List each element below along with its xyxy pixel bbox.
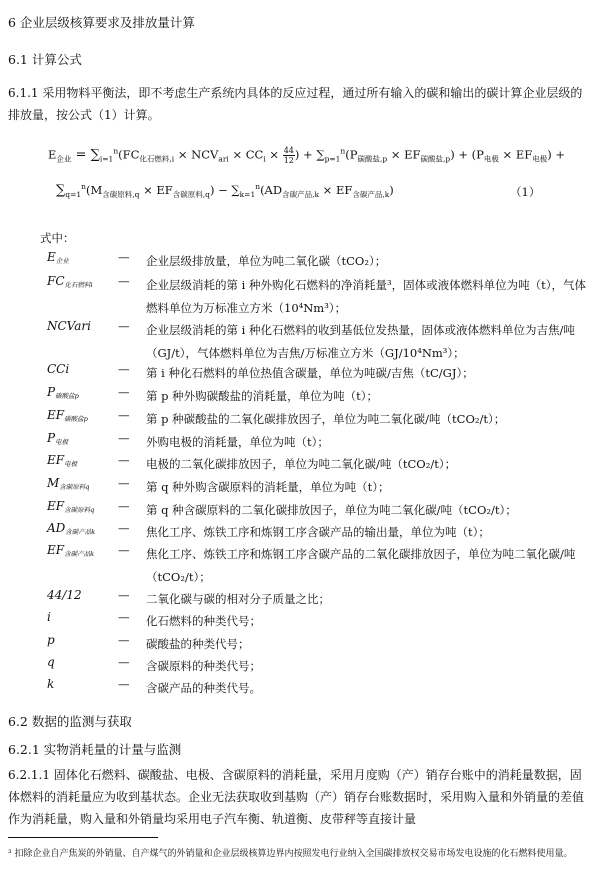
formula-sup: n [340, 146, 346, 156]
def-symbol: EF碳酸盐p [47, 408, 88, 423]
formula-sub: 含碳原料,q [172, 190, 210, 199]
def-symbol: 44/12 [47, 588, 82, 602]
def-symbol: FC化石燃料i [47, 274, 93, 289]
section-6-2-1-title: 6.2.1 实物消耗量的计量与监测 [8, 742, 182, 757]
paragraph-6-1-1: 6.1.1 采用物料平衡法，即不考虑生产系统内具体的反应过程，通过所有输入的碳和输出的碳计算企业层级的排放量，按公式（1）计算。 [8, 86, 583, 122]
def-description: 第 p 种外购碳酸盐的消耗量，单位为吨（t）； [146, 389, 379, 403]
formula-fraction [283, 146, 295, 165]
def-description: 电极的二氧化碳排放因子，单位为吨二氧化碳/吨（tCO₂/t）； [146, 457, 457, 471]
def-description: 化石燃料的种类代号； [146, 614, 261, 628]
def-dash: — [118, 250, 130, 264]
def-dash: — [118, 633, 130, 647]
formula-sub: 含碳产品,k [282, 190, 320, 199]
formula-term: ∑ [56, 183, 66, 198]
def-symbol: EF含碳产品k [47, 543, 95, 558]
section-6-2-title: 6.2 数据的监测与获取 [8, 714, 132, 729]
formula-sup: n [113, 146, 119, 156]
def-dash: — [118, 408, 130, 422]
def-dash: — [118, 362, 130, 376]
formula-term: × EF [139, 183, 173, 197]
equation-number: （1） [510, 185, 541, 199]
def-symbol: NCVari [47, 319, 91, 333]
footnote-divider [8, 837, 158, 838]
def-description: 焦化工序、炼铁工序和炼钢工序含碳产品的输出量，单位为吨（t）； [146, 525, 490, 539]
formula-sub: ari [218, 154, 229, 164]
formula-term: × [265, 147, 283, 162]
formula-line-2 [56, 182, 394, 200]
def-symbol: q [47, 655, 55, 669]
paragraph-6-2-1-1: 6.2.1.1 固体化石燃料、碳酸盐、电极、含碳原料的消耗量，采用月度购（产）销存台账中的消耗量数据，固体燃料的消耗量应为收到基状态。企业无法获取收到基购（产）销存台账数据时，采用购入量和外销量的差值作为消耗量，购入量和外销量均采用电子汽车衡、轨道衡、皮带秤等直接计量 [8, 768, 585, 826]
formula-sup: n [255, 182, 261, 191]
formula-term: × NCV [174, 147, 219, 162]
def-description: 第 p 种碳酸盐的二氧化碳排放因子，单位为吨二氧化碳/吨（tCO₂/t）； [146, 412, 506, 426]
formula-term: ) + (P [450, 147, 484, 162]
def-description: 第 q 种外购含碳原料的消耗量，单位为吨（t）； [146, 480, 390, 494]
formula-sub: 电极 [483, 154, 499, 164]
def-description: 碳酸盐的种类代号； [146, 637, 250, 651]
def-symbol: M含碳原料q [47, 476, 90, 491]
def-dash: — [118, 499, 130, 513]
def-description: 第 i 种化石燃料的单位热值含碳量，单位为吨碳/吉焦（tC/GJ）； [146, 366, 474, 380]
footnote: ³ 扣除企业自产焦炭的外销量、自产煤气的外销量和企业层级核算边界内按照发电行业纳入全国碳排放权交易市场发电设施的化石燃料使用量。 [8, 849, 573, 859]
def-dash: — [118, 610, 130, 624]
formula-sub: 电极 [532, 154, 548, 164]
def-symbol: P碳酸盐p [47, 385, 79, 400]
def-description: 企业层级消耗的第 i 种外购化石燃料的净消耗量³，固体或液体燃料单位为吨（t），气体燃料单位为万标准立方米（10⁴Nm³）； [146, 278, 586, 315]
formula-term: × EF [498, 147, 533, 162]
formula-sub: 含碳原料,q [102, 190, 140, 199]
def-dash: — [118, 453, 130, 467]
formula-term: ) + ∑ [294, 147, 325, 162]
def-dash: — [118, 655, 130, 669]
formula-sub: 化石燃料,i [139, 154, 175, 164]
fraction-numerator: 44 [283, 146, 294, 155]
formula-term: × CC [228, 147, 264, 162]
def-description: 第 q 种含碳原料的二氧化碳排放因子，单位为吨二氧化碳/吨（tCO₂/t）； [146, 503, 517, 517]
formula-sub: k=1 [239, 190, 256, 199]
def-symbol: CCi [47, 362, 70, 376]
formula-sub: p=1 [324, 154, 341, 164]
formula-term: (AD [260, 183, 283, 197]
def-symbol: AD含碳产品k [47, 521, 96, 536]
def-description: 含碳产品的种类代号。 [146, 681, 261, 695]
def-description: 企业层级排放量，单位为吨二氧化碳（tCO₂）； [146, 254, 387, 268]
def-dash: — [118, 319, 130, 333]
def-symbol: EF电极 [47, 453, 78, 468]
def-dash: — [118, 543, 130, 557]
def-symbol: EF含碳原料q [47, 499, 95, 514]
formula-term: ) − ∑ [209, 183, 240, 197]
formula-sub: q=1 [65, 190, 82, 199]
formula-sub: i=1 [99, 154, 114, 164]
def-dash: — [118, 431, 130, 445]
def-description: 焦化工序、炼铁工序和炼钢工序含碳产品的二氧化碳排放因子，单位为吨二氧化碳/吨（tCO₂/t）； [146, 547, 576, 584]
def-symbol: k [47, 677, 55, 691]
def-description: 外购电极的消耗量，单位为吨（t）； [146, 435, 329, 449]
def-symbol: i [47, 610, 51, 624]
section-6-1-title: 6.1 计算公式 [8, 52, 82, 67]
where-label: 式中： [40, 231, 75, 245]
def-dash: — [118, 677, 130, 691]
formula-term: E [48, 147, 57, 162]
formula-term: (FC [118, 147, 140, 162]
formula-term: × EF [387, 147, 421, 162]
def-symbol: p [47, 633, 55, 647]
fraction-denominator: 12 [283, 156, 294, 165]
formula-term: ) [389, 183, 394, 197]
formula-sup: n [81, 182, 86, 191]
formula-term: ) + [547, 147, 565, 162]
formula-sub: 碳酸盐,p [357, 154, 388, 164]
formula-term: (P [345, 147, 358, 162]
def-description: 二氧化碳与碳的相对分子质量之比； [146, 592, 330, 606]
formula-term: (M [85, 183, 103, 197]
def-dash: — [118, 588, 130, 602]
section-6-title: 6 企业层级核算要求及排放量计算 [8, 15, 195, 30]
def-description: 含碳原料的种类代号； [146, 659, 261, 673]
formula-line-1 [48, 146, 565, 165]
formula-sub: 含碳产品,k [352, 190, 390, 199]
def-description: 企业层级消耗的第 i 种化石燃料的收到基低位发热量，固体或液体燃料单位为吉焦/吨（GJ/t），气体燃料单位为吉焦/万标准立方米（GJ/10⁴Nm³）； [146, 323, 575, 360]
formula-term: × EF [319, 183, 353, 197]
def-symbol: P电极 [47, 431, 69, 446]
def-dash: — [118, 521, 130, 535]
def-symbol: E企业 [47, 250, 69, 265]
formula-term: = ∑ [71, 147, 100, 163]
def-dash: — [118, 274, 130, 288]
def-dash: — [118, 476, 130, 490]
def-dash: — [118, 385, 130, 399]
formula-sub: i [263, 154, 266, 164]
formula-sub: 企业 [56, 154, 72, 164]
formula-sub: 碳酸盐,p [420, 154, 451, 164]
